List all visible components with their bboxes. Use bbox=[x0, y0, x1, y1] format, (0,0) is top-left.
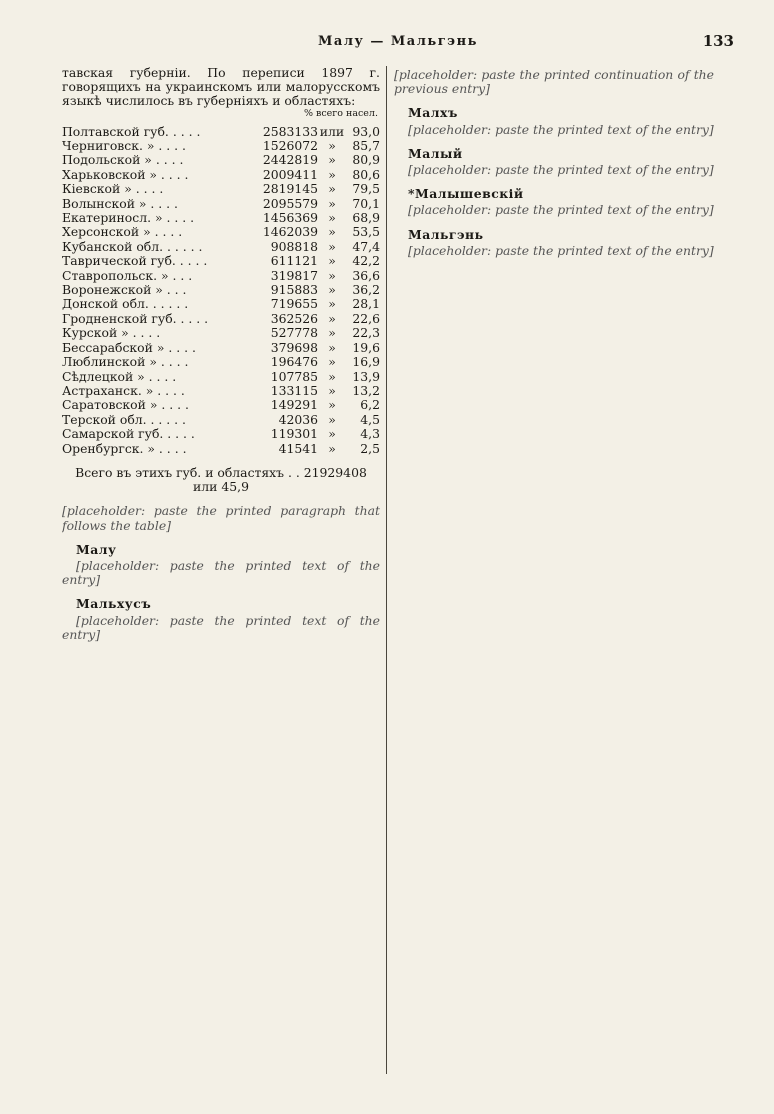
percent-cell: 47,4 bbox=[352, 238, 380, 254]
sep-cell: » bbox=[328, 181, 336, 197]
entry-text: [placeholder: paste the printed text of the entry] bbox=[408, 242, 714, 258]
percent-cell: 80,9 bbox=[352, 152, 380, 168]
entry-title: Мальгэнь bbox=[408, 226, 484, 242]
table-row bbox=[62, 168, 380, 182]
count-cell: 1456369 bbox=[262, 210, 318, 226]
percent-cell: 79,5 bbox=[352, 181, 380, 197]
sep-cell: или bbox=[319, 123, 345, 139]
table-row bbox=[62, 341, 380, 355]
table-row bbox=[62, 427, 380, 441]
sep-cell: » bbox=[328, 253, 336, 269]
table-row bbox=[62, 326, 380, 340]
percent-cell: 4,3 bbox=[360, 426, 380, 442]
region-cell: Оренбургск. » . . . . bbox=[62, 440, 187, 456]
after-table-paragraph: [placeholder: paste the printed paragraph that follows the table] bbox=[62, 503, 380, 533]
table-row bbox=[62, 384, 380, 398]
count-cell: 319817 bbox=[270, 267, 318, 283]
sep-cell: » bbox=[328, 152, 336, 168]
percent-cell: 42,2 bbox=[352, 253, 380, 269]
table-row bbox=[62, 413, 380, 427]
region-cell: Кіевской » . . . . bbox=[62, 181, 164, 197]
count-cell: 379698 bbox=[270, 339, 318, 355]
percent-cell: 19,6 bbox=[352, 339, 380, 355]
left-column bbox=[62, 66, 380, 1074]
table-row bbox=[62, 370, 380, 384]
count-cell: 908818 bbox=[270, 238, 318, 254]
sep-cell: » bbox=[328, 426, 336, 442]
intro-paragraph: тавская губерніи. По переписи 1897 г. говорящихъ на украинскомъ или малорусскомъ языкѣ числилось въ губерніяхъ и областяхъ: bbox=[62, 66, 380, 109]
count-cell: 41541 bbox=[278, 440, 318, 456]
count-cell: 2583133 bbox=[262, 123, 318, 139]
percent-cell: 80,6 bbox=[352, 166, 380, 182]
region-cell: Херсонской » . . . . bbox=[62, 224, 183, 240]
region-cell: Таврической губ. . . . . bbox=[62, 253, 208, 269]
percent-cell: 22,6 bbox=[352, 310, 380, 326]
percent-cell: 36,6 bbox=[352, 267, 380, 283]
entry-malgen bbox=[394, 228, 714, 258]
sep-cell: » bbox=[328, 282, 336, 298]
table-total bbox=[62, 466, 380, 494]
total-percent: 45,9 bbox=[221, 479, 249, 495]
sep-cell: » bbox=[328, 411, 336, 427]
entry-title: Малхъ bbox=[408, 105, 458, 121]
entry-title: Малый bbox=[408, 145, 463, 161]
percent-cell: 6,2 bbox=[360, 397, 380, 413]
table-row bbox=[62, 398, 380, 412]
count-cell: 1526072 bbox=[262, 138, 318, 154]
region-cell: Екатериносл. » . . . . bbox=[62, 210, 195, 226]
table-row bbox=[62, 442, 380, 456]
count-cell: 611121 bbox=[270, 253, 318, 269]
sep-cell: » bbox=[328, 238, 336, 254]
right-column bbox=[394, 66, 714, 1074]
count-cell: 196476 bbox=[270, 354, 318, 370]
sep-cell: » bbox=[328, 382, 336, 398]
percent-cell: 85,7 bbox=[352, 138, 380, 154]
entry-malkh bbox=[394, 106, 714, 136]
region-cell: Люблинской » . . . . bbox=[62, 354, 189, 370]
region-cell: Сѣдлецкой » . . . . bbox=[62, 368, 177, 384]
count-cell: 107785 bbox=[270, 368, 318, 384]
entry-malyshevsky bbox=[394, 187, 714, 217]
entry-title: Малу bbox=[76, 541, 117, 557]
region-cell: Харьковской » . . . . bbox=[62, 166, 189, 182]
page-header bbox=[62, 34, 734, 56]
percent-cell: 70,1 bbox=[352, 195, 380, 211]
sep-cell: » bbox=[328, 138, 336, 154]
table-row bbox=[62, 312, 380, 326]
table-row bbox=[62, 283, 380, 297]
percent-cell: 68,9 bbox=[352, 210, 380, 226]
percent-cell: 16,9 bbox=[352, 354, 380, 370]
region-cell: Ставропольск. » . . . bbox=[62, 267, 193, 283]
count-cell: 362526 bbox=[270, 310, 318, 326]
count-cell: 42036 bbox=[278, 411, 318, 427]
percent-cell: 28,1 bbox=[352, 296, 380, 312]
table-row bbox=[62, 182, 380, 196]
entry-text: [placeholder: paste the printed text of the entry] bbox=[408, 162, 714, 178]
total-sep: или bbox=[193, 479, 218, 495]
percent-cell: 13,9 bbox=[352, 368, 380, 384]
entry-malu bbox=[62, 543, 380, 588]
percent-cell: 22,3 bbox=[352, 325, 380, 341]
total-count: 21929408 bbox=[303, 464, 367, 480]
population-table bbox=[62, 125, 380, 456]
entry-text: [placeholder: paste the printed text of the entry] bbox=[408, 121, 714, 137]
continuation-text: [placeholder: paste the printed continuation of the previous entry] bbox=[394, 67, 714, 97]
entry-text: [placeholder: paste the printed text of the entry] bbox=[408, 202, 714, 218]
region-cell: Гродненской губ. . . . . bbox=[62, 310, 209, 326]
sep-cell: » bbox=[328, 195, 336, 211]
region-cell: Астраханск. » . . . . bbox=[62, 382, 185, 398]
percent-cell: 53,5 bbox=[352, 224, 380, 240]
region-cell: Воронежской » . . . bbox=[62, 282, 187, 298]
region-cell: Донской обл. . . . . . bbox=[62, 296, 189, 312]
sep-cell: » bbox=[328, 296, 336, 312]
sep-cell: » bbox=[328, 310, 336, 326]
region-cell: Бессарабской » . . . . bbox=[62, 339, 196, 355]
sep-cell: » bbox=[328, 210, 336, 226]
region-cell: Подольской » . . . . bbox=[62, 152, 184, 168]
sep-cell: » bbox=[328, 368, 336, 384]
region-cell: Кубанской обл. . . . . . bbox=[62, 238, 203, 254]
table-row bbox=[62, 355, 380, 369]
entry-malkhus bbox=[62, 597, 380, 642]
page-number: 133 bbox=[702, 32, 734, 50]
total-label: Всего въ этихъ губ. и областяхъ . . bbox=[75, 464, 300, 480]
sep-cell: » bbox=[328, 339, 336, 355]
region-cell: Саратовской » . . . . bbox=[62, 397, 189, 413]
table-row bbox=[62, 153, 380, 167]
sep-cell: » bbox=[328, 354, 336, 370]
region-cell: Терской обл. . . . . . bbox=[62, 411, 186, 427]
count-cell: 2442819 bbox=[262, 152, 318, 168]
percent-cell: 13,2 bbox=[352, 382, 380, 398]
entry-maly bbox=[394, 147, 714, 177]
count-cell: 119301 bbox=[270, 426, 318, 442]
sep-cell: » bbox=[328, 267, 336, 283]
table-row bbox=[62, 125, 380, 139]
count-cell: 149291 bbox=[270, 397, 318, 413]
count-cell: 1462039 bbox=[262, 224, 318, 240]
table-row bbox=[62, 139, 380, 153]
count-cell: 719655 bbox=[270, 296, 318, 312]
sep-cell: » bbox=[328, 440, 336, 456]
entry-text: [placeholder: paste the printed text of the entry] bbox=[62, 612, 380, 642]
region-cell: Полтавской губ. . . . . bbox=[62, 123, 201, 139]
sep-cell: » bbox=[328, 224, 336, 240]
region-cell: Курской » . . . . bbox=[62, 325, 161, 341]
running-head: Малу — Мальгэнь bbox=[318, 34, 478, 49]
percent-cell: 36,2 bbox=[352, 282, 380, 298]
region-cell: Волынской » . . . . bbox=[62, 195, 178, 211]
region-cell: Черниговск. » . . . . bbox=[62, 138, 186, 154]
percent-cell: 2,5 bbox=[360, 440, 380, 456]
table-row bbox=[62, 240, 380, 254]
count-cell: 915883 bbox=[270, 282, 318, 298]
count-cell: 527778 bbox=[270, 325, 318, 341]
region-cell: Самарской губ. . . . . bbox=[62, 426, 195, 442]
column-divider bbox=[386, 66, 387, 1074]
count-cell: 2819145 bbox=[262, 181, 318, 197]
table-column-header: % всего насел. bbox=[303, 107, 378, 119]
count-cell: 2009411 bbox=[262, 166, 318, 182]
table-row bbox=[62, 197, 380, 211]
table-row bbox=[62, 269, 380, 283]
sep-cell: » bbox=[328, 166, 336, 182]
percent-cell: 4,5 bbox=[360, 411, 380, 427]
percent-cell: 93,0 bbox=[352, 123, 380, 139]
table-row bbox=[62, 297, 380, 311]
table-row bbox=[62, 225, 380, 239]
entry-title: *Малышевскій bbox=[408, 186, 524, 202]
sep-cell: » bbox=[328, 397, 336, 413]
count-cell: 2095579 bbox=[262, 195, 318, 211]
entry-text: [placeholder: paste the printed text of the entry] bbox=[62, 557, 380, 588]
count-cell: 133115 bbox=[270, 382, 318, 398]
entry-title: Мальхусъ bbox=[76, 596, 152, 612]
sep-cell: » bbox=[328, 325, 336, 341]
table-row bbox=[62, 211, 380, 225]
table-row bbox=[62, 254, 380, 268]
